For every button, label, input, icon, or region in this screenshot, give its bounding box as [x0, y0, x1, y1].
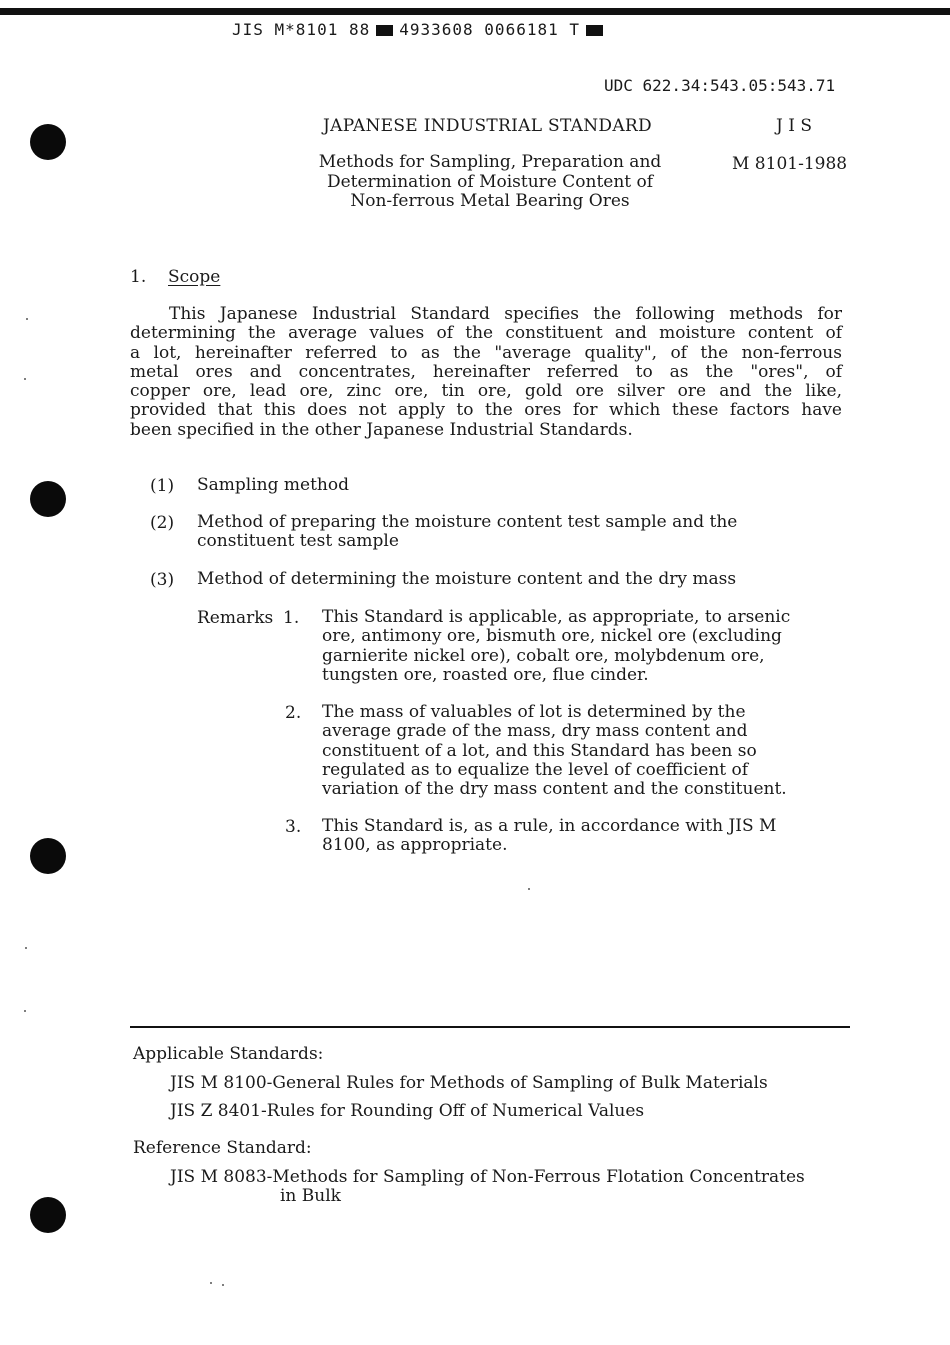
scope-line: a lot, hereinafter referred to as the "average quality", of the non-ferrous	[130, 342, 842, 363]
document-code-part2: 4933608 0066181 T	[399, 20, 580, 39]
item-number: (2)	[150, 513, 175, 533]
remark-line: constituent of a lot, and this Standard has been so	[322, 740, 757, 761]
scope-line: provided that this does not apply to the ores for which these factors have	[130, 400, 842, 421]
remark-line: ore, antimony ore, bismuth ore, nickel ore (excluding	[322, 626, 782, 647]
reference-standard-heading: Reference Standard:	[133, 1138, 312, 1158]
scan-speck	[222, 1284, 224, 1286]
applicable-standard: JIS M 8100-General Rules for Methods of Sampling of Bulk Materials	[170, 1073, 768, 1093]
remark-line: average grade of the mass, dry mass content and	[322, 721, 748, 742]
scan-speck	[24, 1010, 26, 1012]
item-number: (3)	[150, 570, 175, 590]
item-text: Sampling method	[197, 475, 349, 495]
remark-line: This Standard is, as a rule, in accordance with JIS M	[322, 816, 777, 836]
applicable-standard: JIS Z 8401-Rules for Rounding Off of Numerical Values	[170, 1101, 645, 1121]
scan-speck	[25, 947, 27, 949]
punch-hole	[30, 124, 66, 160]
section-number: 1.	[130, 267, 147, 287]
scan-speck	[26, 318, 28, 320]
punch-hole	[30, 481, 66, 517]
remark-line: The mass of valuables of lot is determined by the	[322, 702, 746, 722]
title-line: Non-ferrous Metal Bearing Ores	[350, 191, 630, 211]
remark-number: 3.	[285, 817, 302, 837]
item-text: Method of determining the moisture content and the dry mass	[197, 569, 737, 589]
section-title	[168, 267, 220, 287]
remark-line: garnierite nickel ore), cobalt ore, molybdenum ore,	[322, 645, 765, 666]
remark-line: tungsten ore, roasted ore, flue cinder.	[322, 664, 649, 685]
jis-label: J I S	[776, 116, 812, 136]
scope-line: copper ore, lead ore, zinc ore, tin ore, gold ore silver ore and the like,	[130, 381, 842, 402]
remark-number: 2.	[285, 703, 302, 723]
remark-text	[322, 608, 842, 685]
redaction-block	[586, 25, 603, 36]
title-line: Methods for Sampling, Preparation and	[318, 152, 662, 172]
remark-line: variation of the dry mass content and the constituent.	[322, 779, 787, 800]
udc-code: UDC 622.34:543.05:543.71	[604, 76, 836, 95]
scope-line: metal ores and concentrates, hereinafter referred to as the "ores", of	[130, 361, 842, 382]
item-text: constituent test sample	[197, 531, 399, 551]
scope-paragraph	[130, 305, 842, 440]
title-line: Determination of Moisture Content of	[326, 171, 654, 192]
standard-heading: JAPANESE INDUSTRIAL STANDARD	[323, 116, 652, 136]
reference-standard: JIS M 8083-Methods for Sampling of Non-Ferrous Flotation Concentrates	[170, 1167, 805, 1187]
scope-line: This Japanese Industrial Standard specifies the following methods for	[169, 304, 842, 324]
remarks-label: Remarks	[197, 608, 274, 628]
scan-speck	[528, 888, 530, 890]
footnote-divider	[130, 1026, 850, 1028]
standard-number: M 8101-1988	[732, 154, 848, 174]
document-code-part1: JIS M*8101 88	[232, 20, 371, 39]
remark-line: 8100, as appropriate.	[322, 835, 508, 856]
item-text: Method of preparing the moisture content test sample and the	[197, 512, 738, 532]
remark-text	[322, 703, 842, 799]
applicable-standards-heading: Applicable Standards:	[133, 1044, 324, 1064]
remark-text	[322, 817, 842, 856]
scope-line: determining the average values of the constituent and moisture content of	[130, 323, 842, 344]
section-title-text: Scope	[168, 267, 221, 287]
remark-line: regulated as to equalize the level of coefficient of	[322, 759, 749, 780]
document-code-header	[232, 20, 609, 39]
scan-top-border	[0, 8, 950, 15]
scan-speck	[210, 1282, 212, 1284]
punch-hole	[30, 1197, 66, 1233]
document-title	[300, 153, 680, 212]
remark-line: This Standard is applicable, as appropriate, to arsenic	[322, 607, 791, 627]
scan-speck	[24, 378, 26, 380]
remark-number: 1.	[283, 608, 300, 628]
punch-hole	[30, 838, 66, 874]
scope-line: been specified in the other Japanese Industrial Standards.	[130, 419, 633, 440]
reference-standard-continued: in Bulk	[280, 1186, 341, 1206]
redaction-block	[376, 25, 393, 36]
item-number: (1)	[150, 476, 175, 496]
